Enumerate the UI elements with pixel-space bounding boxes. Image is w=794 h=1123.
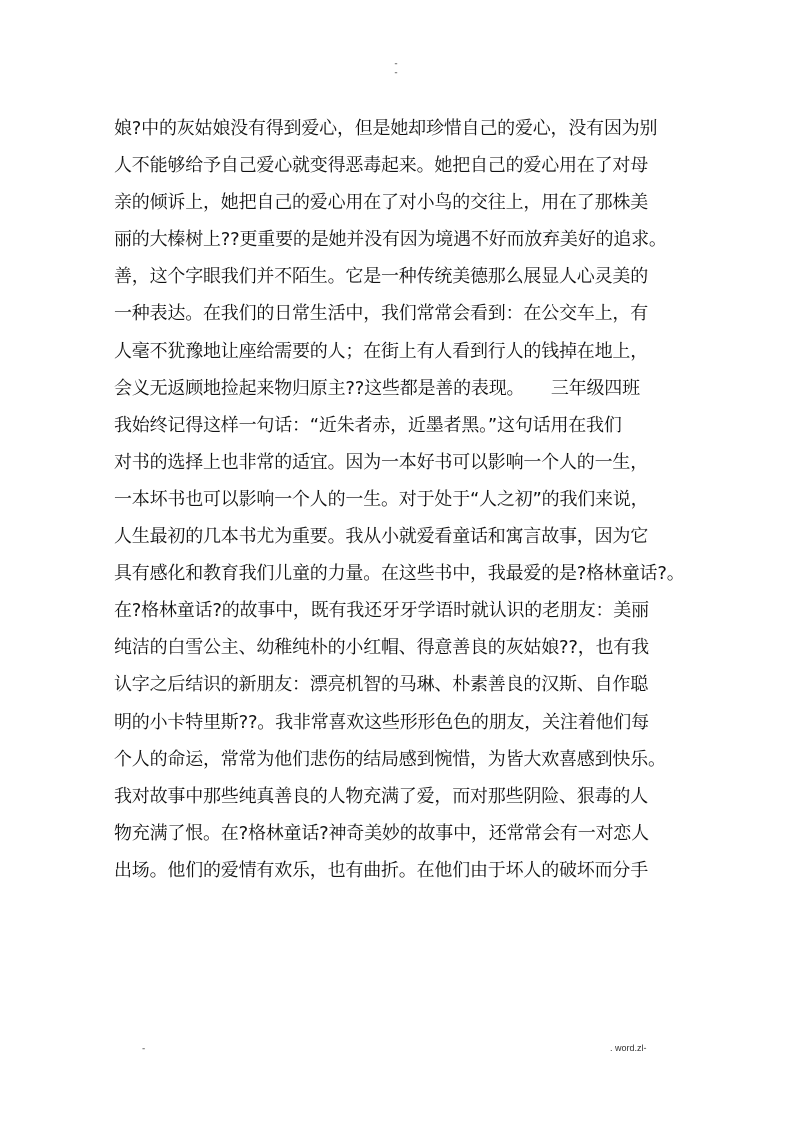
text-line: 物充满了恨。在?格林童话?神奇美妙的故事中，还常常会有一对恋人	[114, 822, 649, 844]
text-line: 具有感化和教育我们儿童的力量。在这些书中，我最爱的是?格林童话?。	[114, 563, 685, 585]
text-line: 娘?中的灰姑娘没有得到爱心，但是她却珍惜自己的爱心，没有因为别	[114, 118, 658, 139]
document-body	[114, 110, 686, 889]
text-line: 对书的选择上也非常的适宜。因为一本好书可以影响一个人的一生，	[114, 451, 648, 473]
header-mark-top: -	[394, 59, 398, 69]
footer-left-mark: -	[142, 1044, 146, 1054]
header-mark	[392, 60, 400, 78]
text-line: 会义无返顾地捡起来物归原主??这些都是善的表现。 三年级四班	[114, 377, 640, 399]
text-line: 亲的倾诉上，她把自己的爱心用在了对小鸟的交往上，用在了那株美	[114, 192, 648, 214]
text-line: 人毫不犹豫地让座给需要的人；在街上有人看到行人的钱掉在地上，	[114, 340, 648, 362]
footer-right-text: . word.zl-	[610, 1043, 647, 1053]
text-line: 个人的命运，常常为他们悲伤的结局感到惋惜，为皆大欢喜感到快乐。	[114, 748, 666, 770]
text-line: 一种表达。在我们的日常生活中，我们常常会看到：在公交车上，有	[114, 303, 648, 325]
header-mark-bottom: -	[394, 68, 398, 78]
text-line: 出场。他们的爱情有欢乐，也有曲折。在他们由于坏人的破坏而分手	[114, 859, 648, 881]
text-line: 明的小卡特里斯??。我非常喜欢这些形形色色的朋友，关注着他们每	[114, 711, 649, 733]
text-line: 认字之后结识的新朋友：漂亮机智的马琳、朴素善良的汉斯、自作聪	[114, 674, 648, 696]
text-line: 一本坏书也可以影响一个人的一生。对于处于“人之初”的我们来说，	[114, 488, 649, 510]
text-line: 善，这个字眼我们并不陌生。它是一种传统美德那么展显人心灵美的	[114, 266, 648, 288]
text-line: 在?格林童话?的故事中，既有我还牙牙学语时就认识的老朋友：美丽	[114, 600, 649, 622]
text-line: 我始终记得这样一句话：“近朱者赤，近墨者黑。”这句话用在我们	[114, 414, 622, 436]
text-line: 纯洁的白雪公主、幼稚纯朴的小红帽、得意善良的灰姑娘??，也有我	[114, 637, 649, 659]
text-line: 丽的大榛树上??更重要的是她并没有因为境遇不好而放弃美好的追求。	[114, 229, 667, 251]
text-line: 人生最初的几本书尤为重要。我从小就爱看童话和寓言故事，因为它	[114, 526, 648, 548]
text-line: 人不能够给予自己爱心就变得恶毒起来。她把自己的爱心用在了对母	[114, 155, 648, 177]
text-line: 我对故事中那些纯真善良的人物充满了爱，而对那些阴险、狠毒的人	[114, 785, 648, 807]
